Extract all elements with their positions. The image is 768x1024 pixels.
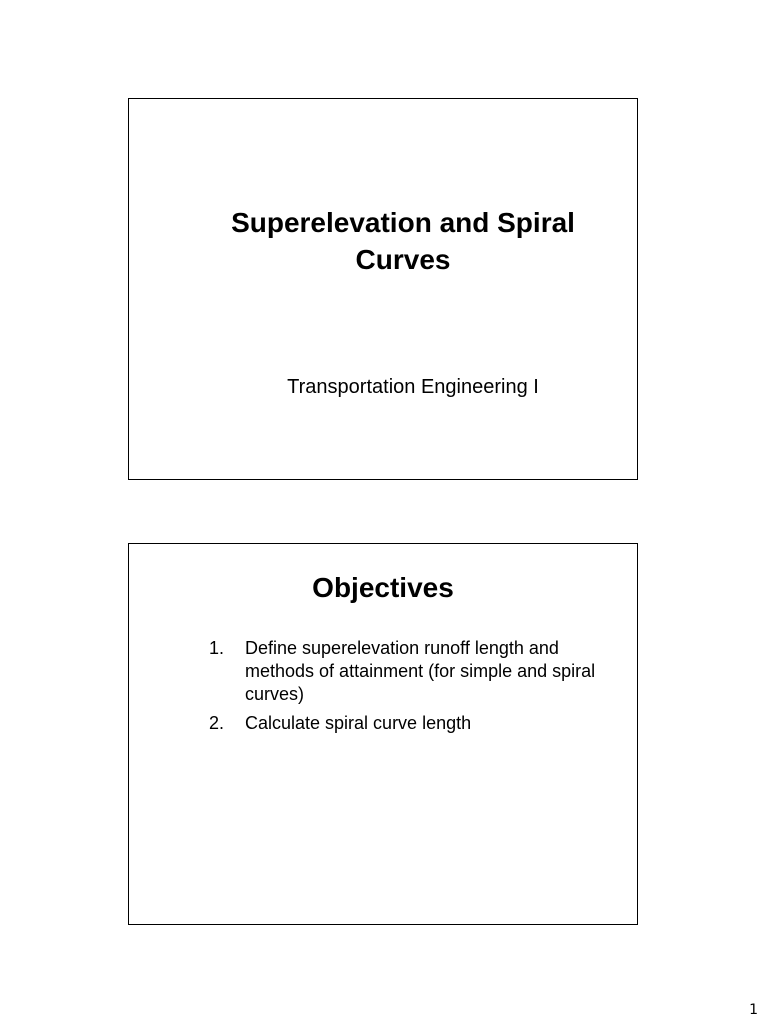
objective-text: Define superelevation runoff length and methods of attainment (for simple and spiral curves): [245, 638, 596, 704]
title-line-1: Superelevation and Spiral: [231, 207, 575, 238]
objective-number: 1.: [209, 638, 225, 658]
objectives-heading: Objectives: [312, 572, 454, 603]
slide-title-heading: [169, 204, 637, 278]
objective-text: Calculate spiral curve length: [245, 713, 472, 733]
objective-item: [209, 637, 614, 706]
slide-title: [128, 98, 638, 480]
objective-item: [209, 712, 614, 735]
title-line-2: Curves: [355, 244, 451, 275]
page-number: 1: [749, 1002, 758, 1018]
slide-subtitle: Transportation Engineering I: [287, 376, 539, 398]
objectives-list: [209, 637, 614, 741]
slide-objectives: [128, 543, 638, 925]
objective-number: 2.: [209, 713, 225, 733]
